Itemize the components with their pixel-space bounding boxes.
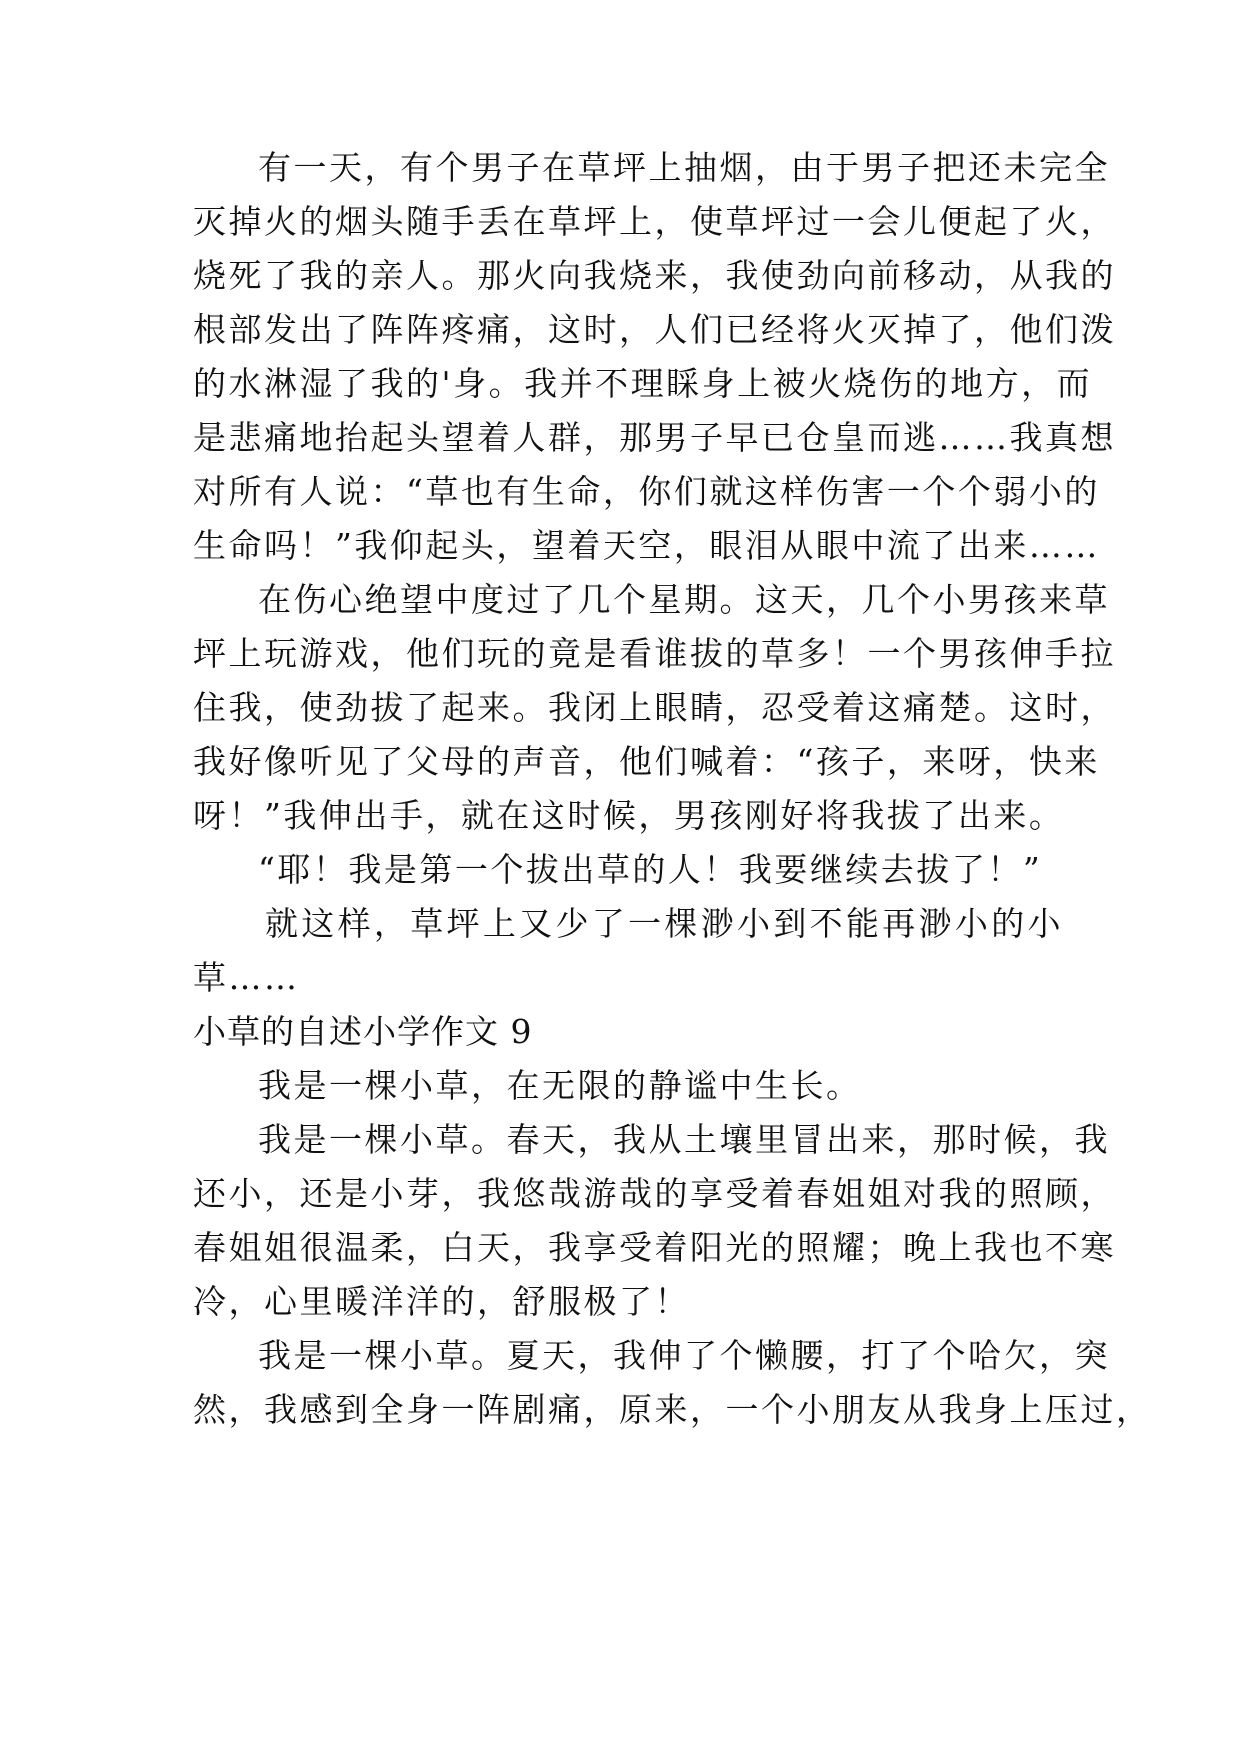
paragraph-line: 冷，心里暖洋洋的，舒服极了！ [193,1282,690,1321]
paragraph-line: 的水淋湿了我的'身。我并不理睬身上被火烧伤的地方，而 [193,364,1093,403]
paragraph-line: 住我，使劲拔了起来。我闭上眼睛，忍受着这痛楚。这时， [193,688,1116,727]
paragraph-line: 然，我感到全身一阵剧痛，原来，一个小朋友从我身上压过， [193,1390,1152,1429]
paragraph-line: “耶！我是第一个拔出草的人！我要继续去拔了！” [258,850,1043,889]
paragraph-line: 我是一棵小草，在无限的静谧中生长。 [258,1066,862,1105]
paragraph-line: 我好像听见了父母的声音，他们喊着：“孩子，来呀，快来 [193,742,1100,781]
paragraph-line: 草…… [193,958,300,997]
paragraph-line: 就这样，草坪上又少了一棵渺小到不能再渺小的小 [265,904,1063,943]
paragraph-line: 还小，还是小芽，我悠哉游哉的享受着春姐姐对我的照顾， [193,1174,1116,1213]
paragraph-line: 呀！”我伸出手，就在这时候，男孩刚好将我拔了出来。 [193,796,1065,835]
paragraph-line: 坪上玩游戏，他们玩的竟是看谁拔的草多！一个男孩伸手拉 [193,634,1116,673]
paragraph-line: 我是一棵小草。春天，我从土壤里冒出来，那时候，我 [258,1120,1110,1159]
paragraph-line: 对所有人说：“草也有生命，你们就这样伤害一个个弱小的 [193,472,1100,511]
paragraph-line: 生命吗！”我仰起头，望着天空，眼泪从眼中流了出来…… [193,526,1100,565]
paragraph-line: 在伤心绝望中度过了几个星期。这天，几个小男孩来草 [258,580,1110,619]
paragraph-line: 春姐姐很温柔，白天，我享受着阳光的照耀；晚上我也不寒 [193,1228,1116,1267]
paragraph-line: 根部发出了阵阵疼痛，这时，人们已经将火灭掉了，他们泼 [193,310,1116,349]
paragraph-line: 灭掉火的烟头随手丢在草坪上，使草坪过一会儿便起了火， [193,202,1116,241]
paragraph-line: 有一天，有个男子在草坪上抽烟，由于男子把还未完全 [258,148,1110,187]
paragraph-line: 是悲痛地抬起头望着人群，那男子早已仓皇而逃……我真想 [193,418,1116,457]
paragraph-line: 烧死了我的亲人。那火向我烧来，我使劲向前移动，从我的 [193,256,1116,295]
section-heading: 小草的自述小学作文 9 [193,1012,533,1051]
paragraph-line: 我是一棵小草。夏天，我伸了个懒腰，打了个哈欠，突 [258,1336,1110,1375]
